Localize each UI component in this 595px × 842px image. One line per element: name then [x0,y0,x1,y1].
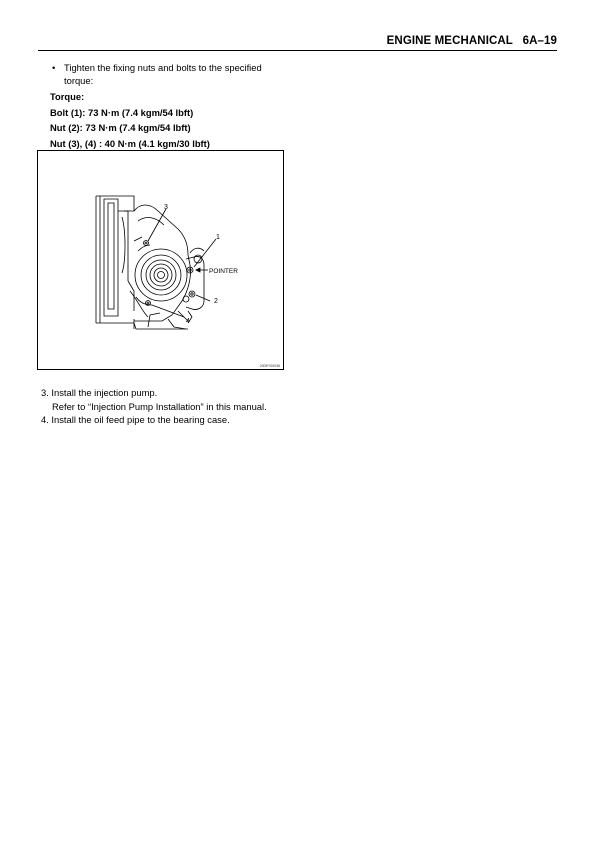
torque-line-bolt-1: Bolt (1): 73 N·m (7.4 kgm/54 lbft) [50,106,194,118]
torque-specs [50,89,290,151]
bullet-dot: • [52,62,56,73]
torque-heading: Torque: [50,91,85,102]
page-header [38,34,557,51]
engine-illustration [38,151,283,369]
pointer-label: POINTER [209,268,238,275]
callout-2: 2 [214,298,218,305]
figure-code: 030EY00036 [259,364,280,368]
header-title: ENGINE MECHANICAL 6A–19 [386,35,557,47]
instruction-section [50,62,290,151]
callout-3: 3 [164,204,168,211]
callout-1: 1 [216,234,220,241]
torque-line-nut-3-4: Nut (3), (4) : 40 N·m (4.1 kgm/30 lbft) [50,137,210,149]
step-3: 3. Install the injection pump. [41,387,158,398]
instruction-bullet [50,62,286,87]
instruction-text: Tighten the fixing nuts and bolts to the specified torque: [64,62,262,86]
injection-pump-figure [37,150,284,370]
step-4: 4. Install the oil feed pipe to the bearing case. [41,414,230,425]
steps-list [41,386,291,427]
callout-4: 4 [186,318,190,325]
torque-line-nut-2: Nut (2): 73 N·m (7.4 kgm/54 lbft) [50,122,191,133]
step-3-reference: Refer to “Injection Pump Installation” in this manual. [52,400,267,412]
